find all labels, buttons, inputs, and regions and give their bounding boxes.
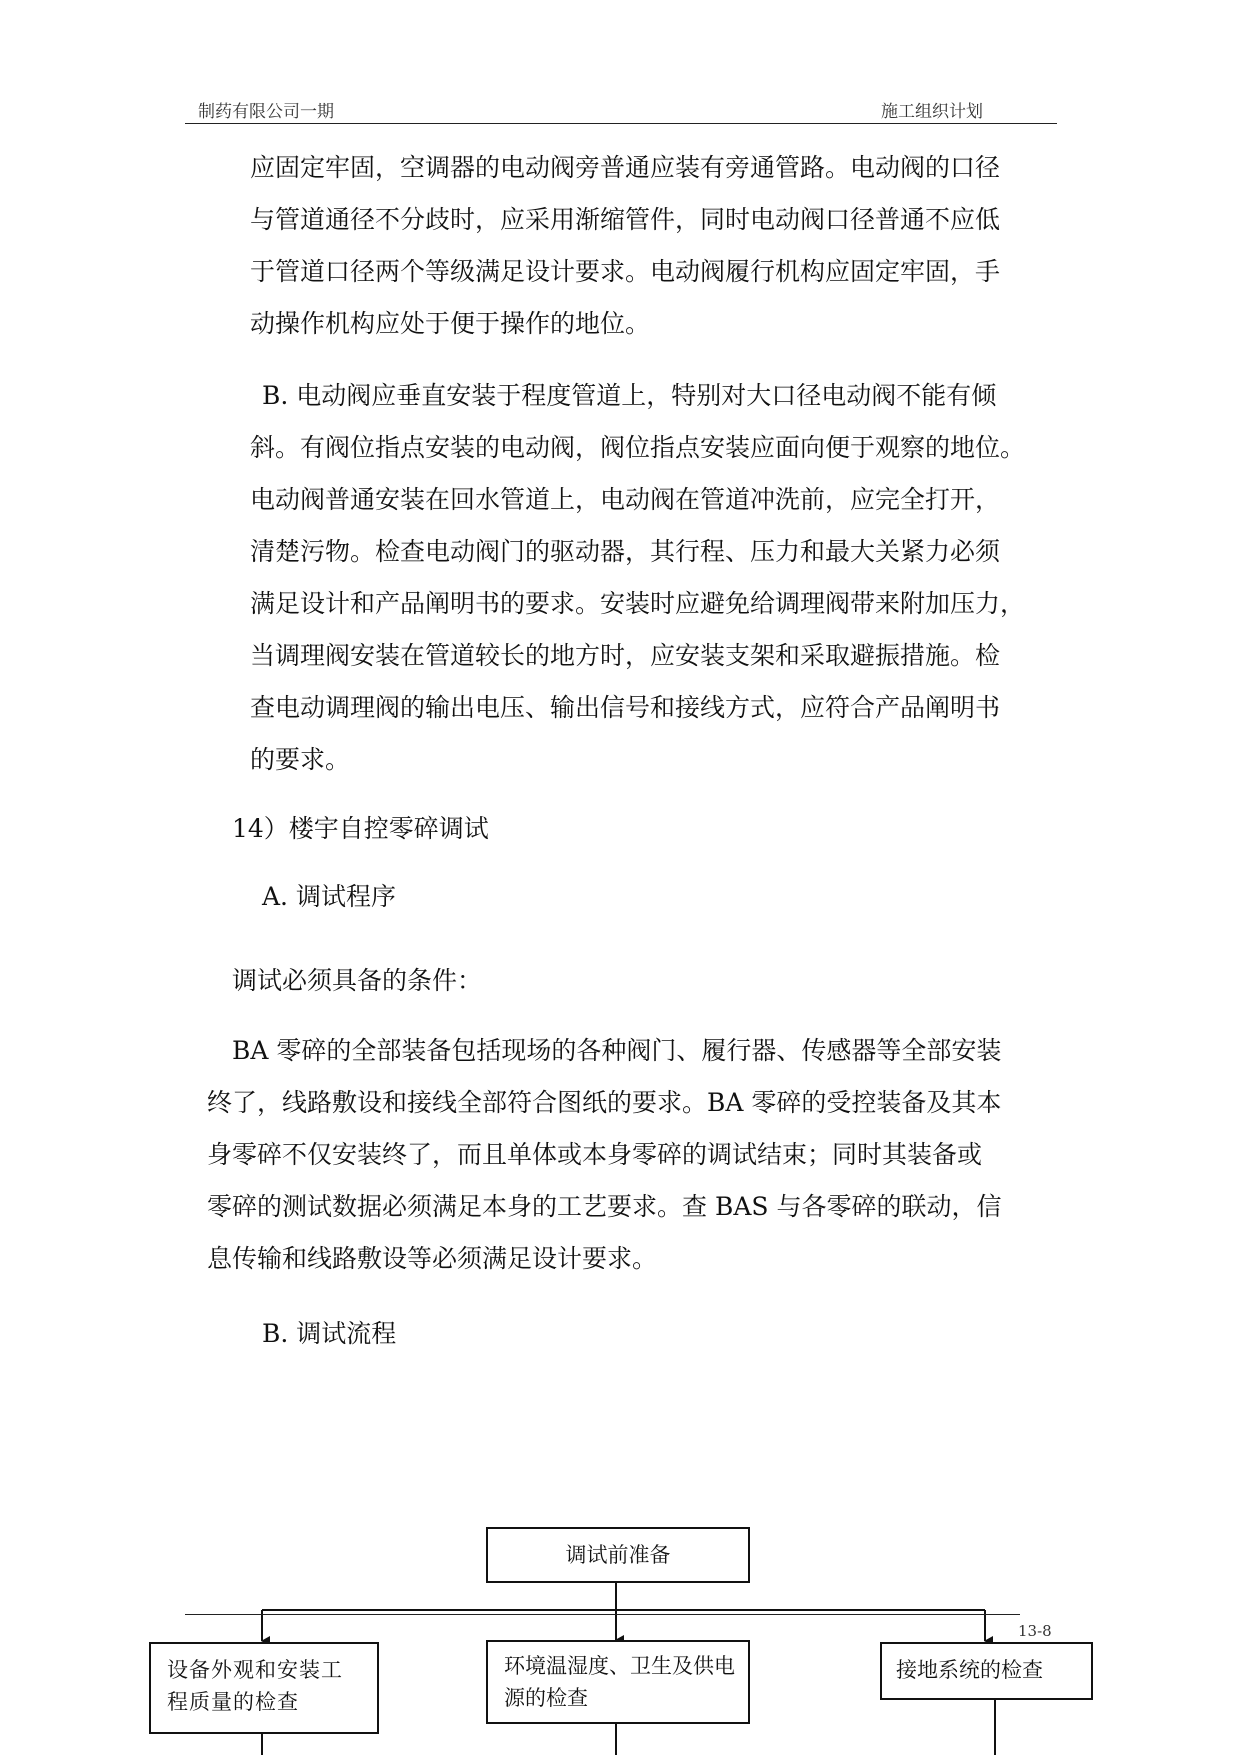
- paragraph-line: 终了，线路敷设和接线全部符合图纸的要求。BA 零碎的受控装备及其本: [207, 1088, 1002, 1117]
- paragraph-line: 查电动调理阀的输出电压、输出信号和接线方式，应符合产品阐明书: [250, 693, 1001, 722]
- footer-divider: [185, 1614, 1020, 1615]
- page-number: 13-8: [1018, 1622, 1052, 1640]
- paragraph-line: 于管道口径两个等级满足设计要求。电动阀履行机构应固定牢固，手: [250, 257, 1001, 286]
- paragraph-line: 的要求。: [250, 745, 351, 774]
- paragraph-line: 当调理阀安装在管道较长的地方时，应安装支架和采取避振措施。检: [250, 641, 1001, 670]
- paragraph-line: 斜。有阀位指点安装的电动阀，阀位指点安装应面向便于观察的地位。: [250, 433, 1026, 462]
- conditions-label: 调试必须具备的条件：: [232, 966, 483, 995]
- flow-box-line: 设备外观和安装工: [167, 1658, 343, 1682]
- subheading-a: A. 调试程序: [262, 882, 396, 911]
- header-right: 施工组织计划: [881, 102, 983, 122]
- paragraph-line: 清楚污物。检查电动阀门的驱动器，其行程、压力和最大关紧力必须: [250, 537, 1001, 566]
- flow-box-line: 程质量的检查: [167, 1690, 299, 1714]
- header-left: 制药有限公司一期: [198, 102, 334, 122]
- flow-box-grounding-check: 接地系统的检查: [880, 1642, 1093, 1700]
- paragraph-line: B. 电动阀应垂直安装于程度管道上，特别对大口径电动阀不能有倾: [262, 381, 997, 410]
- paragraph-line: 满足设计和产品阐明书的要求。安装时应避免给调理阀带来附加压力，: [250, 589, 1026, 618]
- flow-box-line: 源的检查: [504, 1686, 588, 1710]
- flow-box-appearance-check: [149, 1642, 379, 1734]
- subheading-b: B. 调试流程: [262, 1319, 397, 1348]
- paragraph-line: 息传输和线路敷设等必须满足设计要求。: [207, 1244, 658, 1273]
- paragraph-line: 应固定牢固，空调器的电动阀旁普通应装有旁通管路。电动阀的口径: [250, 153, 1001, 182]
- paragraph-line: BA 零碎的全部装备包括现场的各种阀门、履行器、传感器等全部安装: [232, 1036, 1002, 1065]
- paragraph-line: 身零碎不仅安装终了，而且单体或本身零碎的调试结束；同时其装备或: [207, 1140, 983, 1169]
- paragraph-line: 零碎的测试数据必须满足本身的工艺要求。查 BAS 与各零碎的联动，信: [207, 1192, 1002, 1221]
- paragraph-line: 动操作机构应处于便于操作的地位。: [250, 309, 651, 338]
- section-heading-14: 14）楼宇自控零碎调试: [232, 814, 489, 843]
- flow-box-line: 环境温湿度、卫生及供电: [504, 1654, 735, 1678]
- paragraph-line: 电动阀普通安装在回水管道上，电动阀在管道冲洗前，应完全打开，: [250, 485, 1001, 514]
- flow-box-prep: 调试前准备: [486, 1527, 750, 1583]
- flow-box-environment-check: [486, 1640, 750, 1724]
- paragraph-line: 与管道通径不分歧时，应采用渐缩管件，同时电动阀口径普通不应低: [250, 205, 1001, 234]
